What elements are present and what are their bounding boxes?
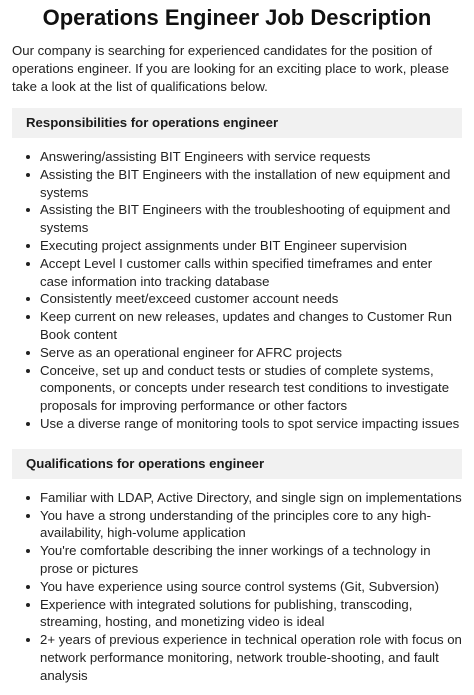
- list-item: [12, 362, 462, 415]
- list-item: [12, 507, 462, 543]
- bullet-icon: [26, 262, 30, 266]
- list-item: [12, 166, 462, 202]
- list-item-text: Executing project assignments under BIT Engineer supervision: [40, 237, 408, 253]
- list-item-text: You have experience using source control systems (Git, Subversion): [40, 578, 439, 594]
- list-item: [12, 542, 462, 578]
- list-item-text: Experience with integrated solutions for publishing, transcoding, streaming, hosting, and monetizing video is ideal: [40, 596, 413, 630]
- list-item: [12, 201, 462, 237]
- list-item-text: Conceive, set up and conduct tests or studies of complete systems, components, or concepts under research test conditions to investigate proposals for improving performance or other factors: [40, 362, 450, 414]
- list-item: [12, 596, 462, 632]
- list-item-text: You're comfortable describing the inner workings of a technology in prose or pictures: [40, 543, 431, 576]
- bullet-icon: [26, 244, 30, 248]
- list-item: [12, 255, 462, 291]
- bullet-icon: [26, 638, 30, 642]
- list-item-text: 2+ years of previous experience in technical operation role with focus on network performance monitoring, network trouble-shooting, and fault analysis: [40, 632, 462, 683]
- bullet-icon: [26, 173, 30, 177]
- qualifications-heading: Qualifications for operations engineer: [12, 449, 462, 479]
- list-item: [12, 578, 462, 596]
- list-item: [12, 290, 462, 308]
- bullet-icon: [26, 514, 30, 518]
- list-item: [12, 631, 462, 684]
- bullet-icon: [26, 549, 30, 553]
- list-item-text: Accept Level I customer calls within specified timeframes and enter case information into tracking database: [40, 255, 433, 289]
- bullet-icon: [26, 585, 30, 589]
- list-item: [12, 237, 462, 255]
- bullet-icon: [26, 351, 30, 355]
- list-item: [12, 489, 462, 507]
- list-item-text: Assisting the BIT Engineers with the installation of new equipment and systems: [40, 166, 451, 200]
- bullet-icon: [26, 422, 30, 426]
- list-item: [12, 308, 462, 344]
- bullet-icon: [26, 496, 30, 500]
- responsibilities-list: [12, 138, 462, 433]
- bullet-icon: [26, 603, 30, 607]
- list-item-text: Keep current on new releases, updates and changes to Customer Run Book content: [40, 309, 452, 342]
- list-item: [12, 148, 462, 166]
- bullet-icon: [26, 297, 30, 301]
- list-item-text: Answering/assisting BIT Engineers with service requests: [40, 149, 371, 164]
- list-item-text: Use a diverse range of monitoring tools to spot service impacting issues: [40, 415, 460, 431]
- list-item: [12, 415, 462, 433]
- intro-paragraph: Our company is searching for experienced candidates for the position of operations engineer. If you are looking for an exciting place to work, please take a look at the list of qualifications below.: [12, 43, 449, 94]
- bullet-icon: [26, 208, 30, 212]
- list-item-text: Assisting the BIT Engineers with the troubleshooting of equipment and systems: [40, 202, 451, 236]
- bullet-icon: [26, 369, 30, 373]
- responsibilities-heading: Responsibilities for operations engineer: [12, 108, 462, 138]
- list-item-text: You have a strong understanding of the principles core to any high-availability, high-volume application: [40, 507, 432, 541]
- list-item-text: Serve as an operational engineer for AFRC projects: [40, 344, 343, 360]
- list-item: [12, 344, 462, 362]
- qualifications-section: [12, 449, 462, 685]
- page-title: Operations Engineer Job Description: [42, 5, 432, 30]
- bullet-icon: [26, 315, 30, 319]
- list-item-text: Consistently meet/exceed customer account needs: [40, 291, 339, 307]
- bullet-icon: [26, 155, 30, 159]
- list-item-text: Familiar with LDAP, Active Directory, and single sign on implementations: [40, 489, 462, 505]
- responsibilities-section: [12, 108, 462, 433]
- qualifications-list: [12, 479, 462, 685]
